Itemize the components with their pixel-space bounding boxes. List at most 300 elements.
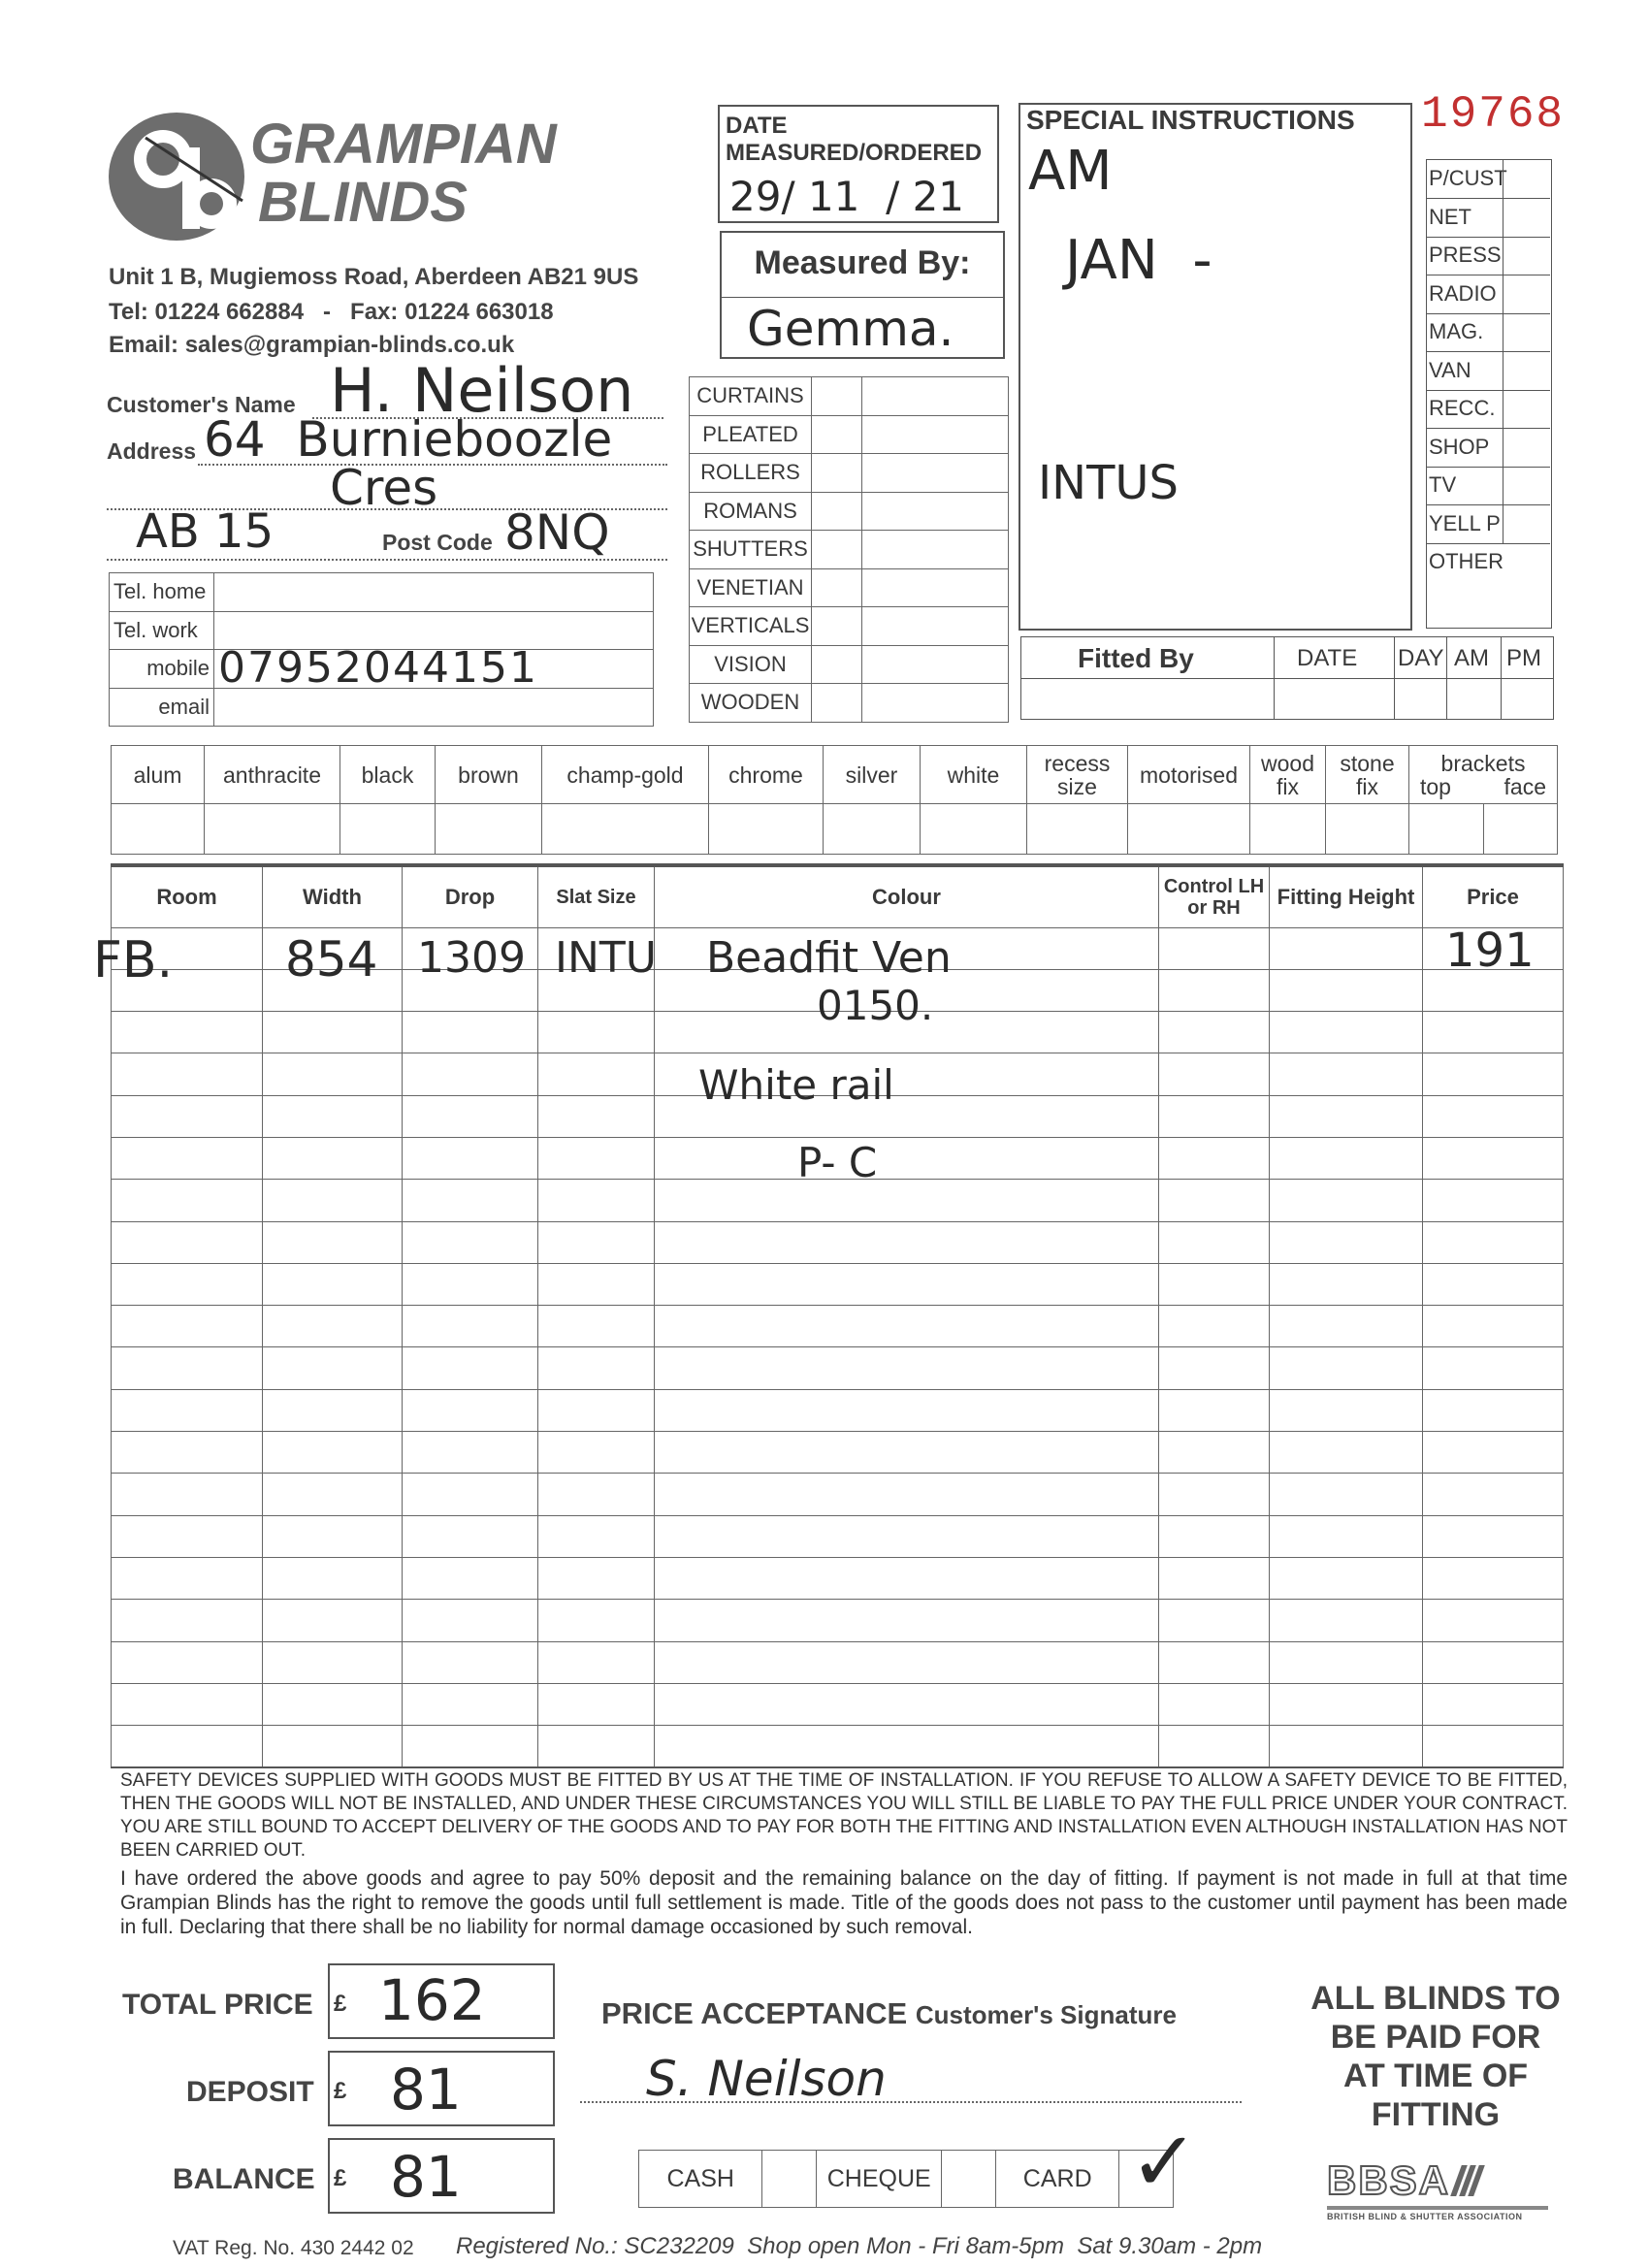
- product-type-label: CURTAINS: [690, 377, 812, 416]
- finish-value[interactable]: [1326, 804, 1409, 855]
- items-cell[interactable]: [538, 1432, 655, 1474]
- items-cell[interactable]: [1159, 1432, 1270, 1474]
- items-cell[interactable]: [1270, 1432, 1423, 1474]
- items-cell[interactable]: [538, 1474, 655, 1515]
- items-cell[interactable]: [403, 1474, 538, 1515]
- items-cell[interactable]: [1423, 1053, 1564, 1095]
- items-cell[interactable]: [1159, 1306, 1270, 1347]
- bbsa-sub: BRITISH BLIND & SHUTTER ASSOCIATION: [1327, 2212, 1523, 2221]
- finish-value[interactable]: [824, 804, 921, 855]
- source-row: [1427, 352, 1550, 391]
- finish-value[interactable]: [1250, 804, 1326, 855]
- source-row: [1427, 275, 1550, 314]
- items-cell[interactable]: [263, 1221, 403, 1263]
- company-address: Unit 1 B, Mugiemoss Road, Aberdeen AB21 9US: [109, 264, 639, 290]
- measured-by-value[interactable]: Gemma.: [747, 301, 954, 357]
- finish-label: champ-gold: [542, 746, 709, 804]
- items-cell[interactable]: [1423, 1137, 1564, 1179]
- source-label: SHOP: [1429, 434, 1490, 459]
- items-cell[interactable]: [655, 1474, 1159, 1515]
- items-cell[interactable]: [1159, 1263, 1270, 1305]
- item-slat[interactable]: INTU: [555, 933, 657, 983]
- items-cell[interactable]: [403, 1641, 538, 1683]
- items-cell[interactable]: [1270, 1263, 1423, 1305]
- company-tel: Tel: 01224 662884 - Fax: 01224 663018: [109, 299, 554, 325]
- items-cell[interactable]: [1159, 1600, 1270, 1641]
- source-checkbox[interactable]: [1503, 429, 1550, 467]
- items-cell[interactable]: [1159, 1557, 1270, 1599]
- items-cell[interactable]: [1423, 1389, 1564, 1431]
- brackets-value[interactable]: [1409, 804, 1558, 855]
- product-type-qty[interactable]: [812, 645, 862, 684]
- source-label: MAG.: [1429, 319, 1484, 343]
- items-cell[interactable]: [263, 1347, 403, 1389]
- finish-label: chrome: [709, 746, 824, 804]
- items-cell[interactable]: [1270, 1641, 1423, 1683]
- items-cell[interactable]: [538, 1306, 655, 1347]
- items-cell[interactable]: [112, 1726, 263, 1767]
- contact-value[interactable]: [214, 688, 654, 727]
- items-cell[interactable]: [1270, 1726, 1423, 1767]
- items-cell[interactable]: [655, 1515, 1159, 1557]
- finish-label: white: [921, 746, 1027, 804]
- items-cell[interactable]: [538, 1137, 655, 1179]
- items-row: [112, 1389, 1564, 1431]
- items-cell[interactable]: [112, 1683, 263, 1725]
- items-cell[interactable]: [1159, 1137, 1270, 1179]
- source-row: [1427, 429, 1550, 468]
- items-cell[interactable]: [538, 1012, 655, 1053]
- product-type-notes[interactable]: [862, 568, 1009, 607]
- balance-box: [328, 2138, 555, 2214]
- brackets-top: top: [1420, 773, 1451, 799]
- finish-value[interactable]: [921, 804, 1027, 855]
- items-cell[interactable]: [1159, 927, 1270, 969]
- product-type-row: [690, 568, 1009, 607]
- items-cell[interactable]: [538, 1221, 655, 1263]
- items-cell[interactable]: [263, 1474, 403, 1515]
- items-cell[interactable]: [1270, 927, 1423, 969]
- items-cell[interactable]: [1270, 1389, 1423, 1431]
- source-checkbox[interactable]: [1503, 313, 1550, 351]
- balance-value[interactable]: 81: [390, 2144, 462, 2210]
- source-checkbox[interactable]: [1503, 467, 1550, 504]
- items-cell[interactable]: [655, 1180, 1159, 1221]
- items-cell[interactable]: [1159, 1515, 1270, 1557]
- items-cell[interactable]: [538, 1557, 655, 1599]
- item-width[interactable]: 854: [285, 931, 378, 988]
- items-cell[interactable]: [1270, 1600, 1423, 1641]
- items-cell[interactable]: [655, 1726, 1159, 1767]
- finish-label: alum: [112, 746, 205, 804]
- items-cell[interactable]: [1270, 1012, 1423, 1053]
- items-cell[interactable]: [403, 1012, 538, 1053]
- items-cell[interactable]: [1423, 1683, 1564, 1725]
- finish-label: anthracite: [205, 746, 340, 804]
- contact-label: Tel. work: [110, 611, 214, 650]
- items-cell[interactable]: [1270, 1137, 1423, 1179]
- product-type-qty[interactable]: [812, 377, 862, 416]
- product-type-qty[interactable]: [812, 492, 862, 531]
- bbsa-stripes-icon: [1456, 2165, 1479, 2196]
- brackets-face: face: [1504, 773, 1546, 799]
- finishes-header-row: [112, 746, 1558, 804]
- items-cell[interactable]: [538, 1515, 655, 1557]
- items-cell[interactable]: [263, 1053, 403, 1095]
- contact-row: [110, 688, 654, 727]
- items-cell[interactable]: [1159, 1726, 1270, 1767]
- item-room[interactable]: FB.: [93, 931, 174, 989]
- items-cell[interactable]: [1159, 1012, 1270, 1053]
- special-note-3[interactable]: INTUS: [1038, 456, 1179, 510]
- bbsa-logo-text: BBSA: [1327, 2157, 1451, 2203]
- registration-info: Registered No.: SC232209 Shop open Mon - Fri 8am-5pm Sat 9.30am - 2pm: [456, 2233, 1263, 2259]
- items-cell[interactable]: [112, 1012, 263, 1053]
- items-row: [112, 1306, 1564, 1347]
- items-cell[interactable]: [1159, 1221, 1270, 1263]
- items-cell[interactable]: [655, 1641, 1159, 1683]
- items-cell[interactable]: [403, 1221, 538, 1263]
- items-cell[interactable]: [538, 1180, 655, 1221]
- items-cell[interactable]: [112, 1557, 263, 1599]
- items-cell[interactable]: [1423, 1600, 1564, 1641]
- fitted-pm-label: PM: [1506, 645, 1541, 671]
- items-cell[interactable]: [403, 1389, 538, 1431]
- source-row: [1427, 237, 1550, 275]
- payment-cash-check[interactable]: [762, 2151, 817, 2208]
- company-logo: [107, 109, 252, 243]
- card-check-mark: ✓: [1129, 2114, 1200, 2211]
- product-type-row: [690, 645, 1009, 684]
- items-cell[interactable]: [403, 1600, 538, 1641]
- price-acceptance-label: [601, 1996, 1177, 2031]
- items-cell[interactable]: [655, 1389, 1159, 1431]
- total-currency: £: [334, 1991, 347, 2017]
- source-row: [1427, 313, 1550, 352]
- items-cell[interactable]: [538, 1053, 655, 1095]
- product-type-notes[interactable]: [862, 645, 1009, 684]
- item-drop[interactable]: 1309: [417, 933, 526, 983]
- product-type-qty[interactable]: [812, 607, 862, 646]
- items-cell[interactable]: [1270, 1221, 1423, 1263]
- safety-terms: SAFETY DEVICES SUPPLIED WITH GOODS MUST BE FITTED BY US AT THE TIME OF INSTALLATION. IF YOU REFUSE TO ALLOW A SAFETY DEVICE TO BE FITTED, THEN THE GOODS WILL NOT BE INSTALLED, AND UNDER THESE CIRCUMSTANCES YOU WILL STILL BE LIABLE TO PAY THE FULL PRICE UNDER YOUR CONTRACT. YOU ARE STILL BOUND TO ACCEPT DELIVERY OF THE GOODS AND TO PAY FOR BOTH THE FITTING AND INSTALLATION EVEN ALTHOUGH INSTALLATION HAS NOT BEEN CARRIED OUT.: [120, 1770, 1568, 1861]
- product-type-qty[interactable]: [812, 568, 862, 607]
- items-cell[interactable]: [1270, 969, 1423, 1011]
- finish-label: wood fix: [1250, 746, 1326, 804]
- deposit-value[interactable]: 81: [390, 2057, 462, 2122]
- items-cell[interactable]: [1423, 1012, 1564, 1053]
- items-cell[interactable]: [112, 1515, 263, 1557]
- items-cell[interactable]: [1270, 1306, 1423, 1347]
- source-checkbox[interactable]: [1503, 352, 1550, 390]
- source-label: OTHER: [1429, 549, 1504, 573]
- item-price[interactable]: 191: [1445, 923, 1535, 978]
- finish-value[interactable]: [542, 804, 709, 855]
- items-cell[interactable]: [1423, 1432, 1564, 1474]
- fitted-day-label: DAY: [1398, 645, 1444, 671]
- postcode-label: Post Code: [382, 530, 493, 555]
- items-cell[interactable]: [263, 1306, 403, 1347]
- items-cell[interactable]: [1423, 1221, 1564, 1263]
- order-number: 19768: [1421, 89, 1566, 140]
- items-cell[interactable]: [655, 1683, 1159, 1725]
- items-cell[interactable]: [1159, 1053, 1270, 1095]
- balance-label: BALANCE: [173, 2163, 315, 2195]
- company-name-line1: GRAMPIAN: [250, 113, 557, 176]
- address-line-1[interactable]: 64 Burnieboozle: [204, 411, 613, 468]
- items-cell[interactable]: [1159, 1389, 1270, 1431]
- date-value[interactable]: 29/ 11 / 21: [729, 173, 965, 220]
- colour-note-2[interactable]: White rail: [698, 1061, 894, 1109]
- brackets-label: brackets: [1440, 750, 1526, 776]
- items-cell[interactable]: [263, 1263, 403, 1305]
- product-type-notes[interactable]: [862, 607, 1009, 646]
- items-cell[interactable]: [112, 1389, 263, 1431]
- items-cell[interactable]: [403, 1137, 538, 1179]
- source-row: [1427, 543, 1550, 581]
- items-cell[interactable]: [655, 1221, 1159, 1263]
- finish-label: brown: [436, 746, 542, 804]
- items-cell[interactable]: [403, 1683, 538, 1725]
- items-cell[interactable]: [1159, 969, 1270, 1011]
- items-cell[interactable]: [655, 1137, 1159, 1179]
- items-cell[interactable]: [1270, 1683, 1423, 1725]
- items-cell[interactable]: [263, 1012, 403, 1053]
- items-cell[interactable]: [112, 1221, 263, 1263]
- items-cell[interactable]: [1423, 1557, 1564, 1599]
- product-type-notes[interactable]: [862, 492, 1009, 531]
- address-line-2[interactable]: Cres: [330, 460, 438, 516]
- items-cell[interactable]: [1423, 1263, 1564, 1305]
- finish-value[interactable]: [340, 804, 436, 855]
- items-cell[interactable]: [263, 1432, 403, 1474]
- items-row: [112, 1641, 1564, 1683]
- items-cell[interactable]: [112, 1306, 263, 1347]
- notice-line-1: ALL BLINDS TO: [1310, 1980, 1561, 2017]
- items-cell[interactable]: [538, 1683, 655, 1725]
- special-note-2[interactable]: JAN -: [1065, 229, 1212, 292]
- items-cell[interactable]: [112, 1600, 263, 1641]
- items-cell[interactable]: [1270, 1557, 1423, 1599]
- items-cell[interactable]: [403, 1306, 538, 1347]
- items-row: [112, 1347, 1564, 1389]
- finish-value[interactable]: [112, 804, 205, 855]
- items-cell[interactable]: [112, 1180, 263, 1221]
- source-row: [1427, 467, 1550, 505]
- items-cell[interactable]: [538, 1726, 655, 1767]
- payment-notice: [1280, 1979, 1591, 2134]
- total-price-value[interactable]: 162: [378, 1967, 486, 2033]
- items-cell[interactable]: [655, 1557, 1159, 1599]
- colour-note-1[interactable]: 0150.: [817, 982, 934, 1029]
- brackets-cell: [1409, 746, 1558, 804]
- logo-circle-icon: [107, 109, 252, 243]
- items-cell[interactable]: [1270, 1347, 1423, 1389]
- finish-value[interactable]: [436, 804, 542, 855]
- items-cell[interactable]: [1423, 1180, 1564, 1221]
- finish-value[interactable]: [1027, 804, 1128, 855]
- items-row: [112, 1221, 1564, 1263]
- items-cell[interactable]: [1159, 1347, 1270, 1389]
- items-cell[interactable]: [263, 1515, 403, 1557]
- product-type-notes[interactable]: [862, 454, 1009, 493]
- items-cell[interactable]: [112, 1053, 263, 1095]
- colour-note-3[interactable]: P- C: [797, 1139, 878, 1186]
- source-checkbox[interactable]: [1503, 275, 1550, 313]
- items-cell[interactable]: [1159, 1683, 1270, 1725]
- items-header-row: [112, 867, 1564, 927]
- items-cell[interactable]: [403, 1347, 538, 1389]
- source-label: NET: [1429, 204, 1471, 229]
- item-colour[interactable]: Beadfit Ven: [706, 933, 952, 983]
- items-cell[interactable]: [655, 1432, 1159, 1474]
- items-cell[interactable]: [1159, 1095, 1270, 1137]
- source-checkbox[interactable]: [1503, 237, 1550, 275]
- items-cell[interactable]: [263, 1180, 403, 1221]
- items-cell[interactable]: [112, 1474, 263, 1515]
- items-cell[interactable]: [538, 1641, 655, 1683]
- special-note-1[interactable]: AM: [1028, 140, 1113, 203]
- items-cell[interactable]: [263, 1641, 403, 1683]
- finish-value[interactable]: [205, 804, 340, 855]
- product-type-row: [690, 607, 1009, 646]
- payment-cash-label: CASH: [639, 2151, 762, 2208]
- total-price-label: TOTAL PRICE: [122, 1989, 313, 2021]
- items-cell[interactable]: [112, 1641, 263, 1683]
- product-type-notes[interactable]: [862, 684, 1009, 723]
- items-cell[interactable]: [1270, 1474, 1423, 1515]
- product-type-qty[interactable]: [812, 684, 862, 723]
- postcode-value[interactable]: 8NQ: [504, 504, 610, 561]
- items-row: [112, 1683, 1564, 1725]
- items-cell[interactable]: [263, 1137, 403, 1179]
- items-cell[interactable]: [538, 1263, 655, 1305]
- customer-signature[interactable]: S. Neilson: [646, 2051, 887, 2107]
- items-row: [112, 1263, 1564, 1305]
- items-cell[interactable]: [655, 1600, 1159, 1641]
- company-name-line2: BLINDS: [258, 171, 468, 234]
- source-checkbox[interactable]: [1503, 505, 1550, 543]
- items-cell[interactable]: [1423, 1306, 1564, 1347]
- items-cell[interactable]: [403, 1053, 538, 1095]
- source-checkbox[interactable]: [1503, 199, 1550, 237]
- items-cell[interactable]: [1270, 1180, 1423, 1221]
- product-type-notes[interactable]: [862, 377, 1009, 416]
- product-type-row: [690, 415, 1009, 454]
- items-cell[interactable]: [655, 1263, 1159, 1305]
- source-checkbox[interactable]: [1503, 390, 1550, 428]
- items-cell[interactable]: [538, 1389, 655, 1431]
- special-instructions-box: [1018, 103, 1412, 631]
- items-cell[interactable]: [1423, 1347, 1564, 1389]
- items-cell[interactable]: [112, 1263, 263, 1305]
- items-cell[interactable]: [1159, 1641, 1270, 1683]
- items-cell[interactable]: [263, 1683, 403, 1725]
- items-cell[interactable]: [112, 1347, 263, 1389]
- items-cell[interactable]: [1159, 1180, 1270, 1221]
- product-type-label: ROLLERS: [690, 454, 812, 493]
- product-type-qty[interactable]: [812, 531, 862, 569]
- items-header: Colour: [655, 867, 1159, 927]
- items-cell[interactable]: [403, 1557, 538, 1599]
- fitted-by-label: Fitted By: [1078, 643, 1194, 673]
- items-header: Drop: [403, 867, 538, 927]
- finish-value[interactable]: [709, 804, 824, 855]
- address-line-3[interactable]: AB 15: [136, 504, 275, 559]
- product-type-qty[interactable]: [812, 415, 862, 454]
- source-checkbox[interactable]: [1503, 160, 1550, 198]
- items-cell[interactable]: [1423, 1474, 1564, 1515]
- items-cell[interactable]: [538, 1347, 655, 1389]
- items-cell[interactable]: [263, 1726, 403, 1767]
- product-type-table: [689, 376, 1009, 723]
- product-type-notes[interactable]: [862, 415, 1009, 454]
- source-label: PRESS: [1429, 243, 1502, 267]
- items-cell[interactable]: [263, 1600, 403, 1641]
- source-label: RADIO: [1429, 280, 1497, 306]
- items-cell[interactable]: [403, 1095, 538, 1137]
- items-cell[interactable]: [1159, 1474, 1270, 1515]
- deposit-box: [328, 2051, 555, 2126]
- contact-label: mobile: [110, 650, 214, 689]
- items-cell[interactable]: [1423, 1095, 1564, 1137]
- items-cell[interactable]: [538, 1600, 655, 1641]
- source-label: TV: [1429, 472, 1457, 497]
- product-type-label: VISION: [690, 645, 812, 684]
- items-cell[interactable]: [538, 1095, 655, 1137]
- items-cell[interactable]: [263, 1389, 403, 1431]
- items-cell[interactable]: [1270, 1053, 1423, 1095]
- items-header: Width: [263, 867, 403, 927]
- items-cell[interactable]: [1270, 1515, 1423, 1557]
- items-cell[interactable]: [1270, 1095, 1423, 1137]
- finish-value[interactable]: [1128, 804, 1250, 855]
- items-cell[interactable]: [403, 1263, 538, 1305]
- balance-currency: £: [334, 2165, 347, 2191]
- customer-name-value[interactable]: H. Neilson: [330, 355, 634, 426]
- finish-label: silver: [824, 746, 921, 804]
- items-cell[interactable]: [263, 1095, 403, 1137]
- customer-name-label: Customer's Name: [107, 392, 296, 417]
- items-cell[interactable]: [1423, 1515, 1564, 1557]
- items-cell[interactable]: [263, 1557, 403, 1599]
- items-cell[interactable]: [403, 1180, 538, 1221]
- contact-value[interactable]: 07952044151: [214, 650, 654, 689]
- items-cell[interactable]: [403, 1515, 538, 1557]
- finish-label: stone fix: [1326, 746, 1409, 804]
- payment-method-table: [638, 2150, 1174, 2208]
- items-cell[interactable]: [1423, 1726, 1564, 1767]
- items-cell[interactable]: [112, 1095, 263, 1137]
- items-cell[interactable]: [112, 1432, 263, 1474]
- contact-row: [110, 573, 654, 612]
- items-cell[interactable]: [112, 1137, 263, 1179]
- product-type-notes[interactable]: [862, 531, 1009, 569]
- items-cell[interactable]: [655, 1306, 1159, 1347]
- items-header: Price: [1423, 867, 1564, 927]
- items-cell[interactable]: [655, 1347, 1159, 1389]
- source-row: [1427, 505, 1550, 544]
- items-cell[interactable]: [403, 1726, 538, 1767]
- contact-value[interactable]: [214, 573, 654, 612]
- items-row: [112, 1726, 1564, 1767]
- product-type-qty[interactable]: [812, 454, 862, 493]
- source-row: [1427, 199, 1550, 238]
- payment-cheque-check[interactable]: [942, 2151, 996, 2208]
- items-cell[interactable]: [1423, 1641, 1564, 1683]
- items-cell[interactable]: [403, 1432, 538, 1474]
- finish-label: recess size: [1027, 746, 1128, 804]
